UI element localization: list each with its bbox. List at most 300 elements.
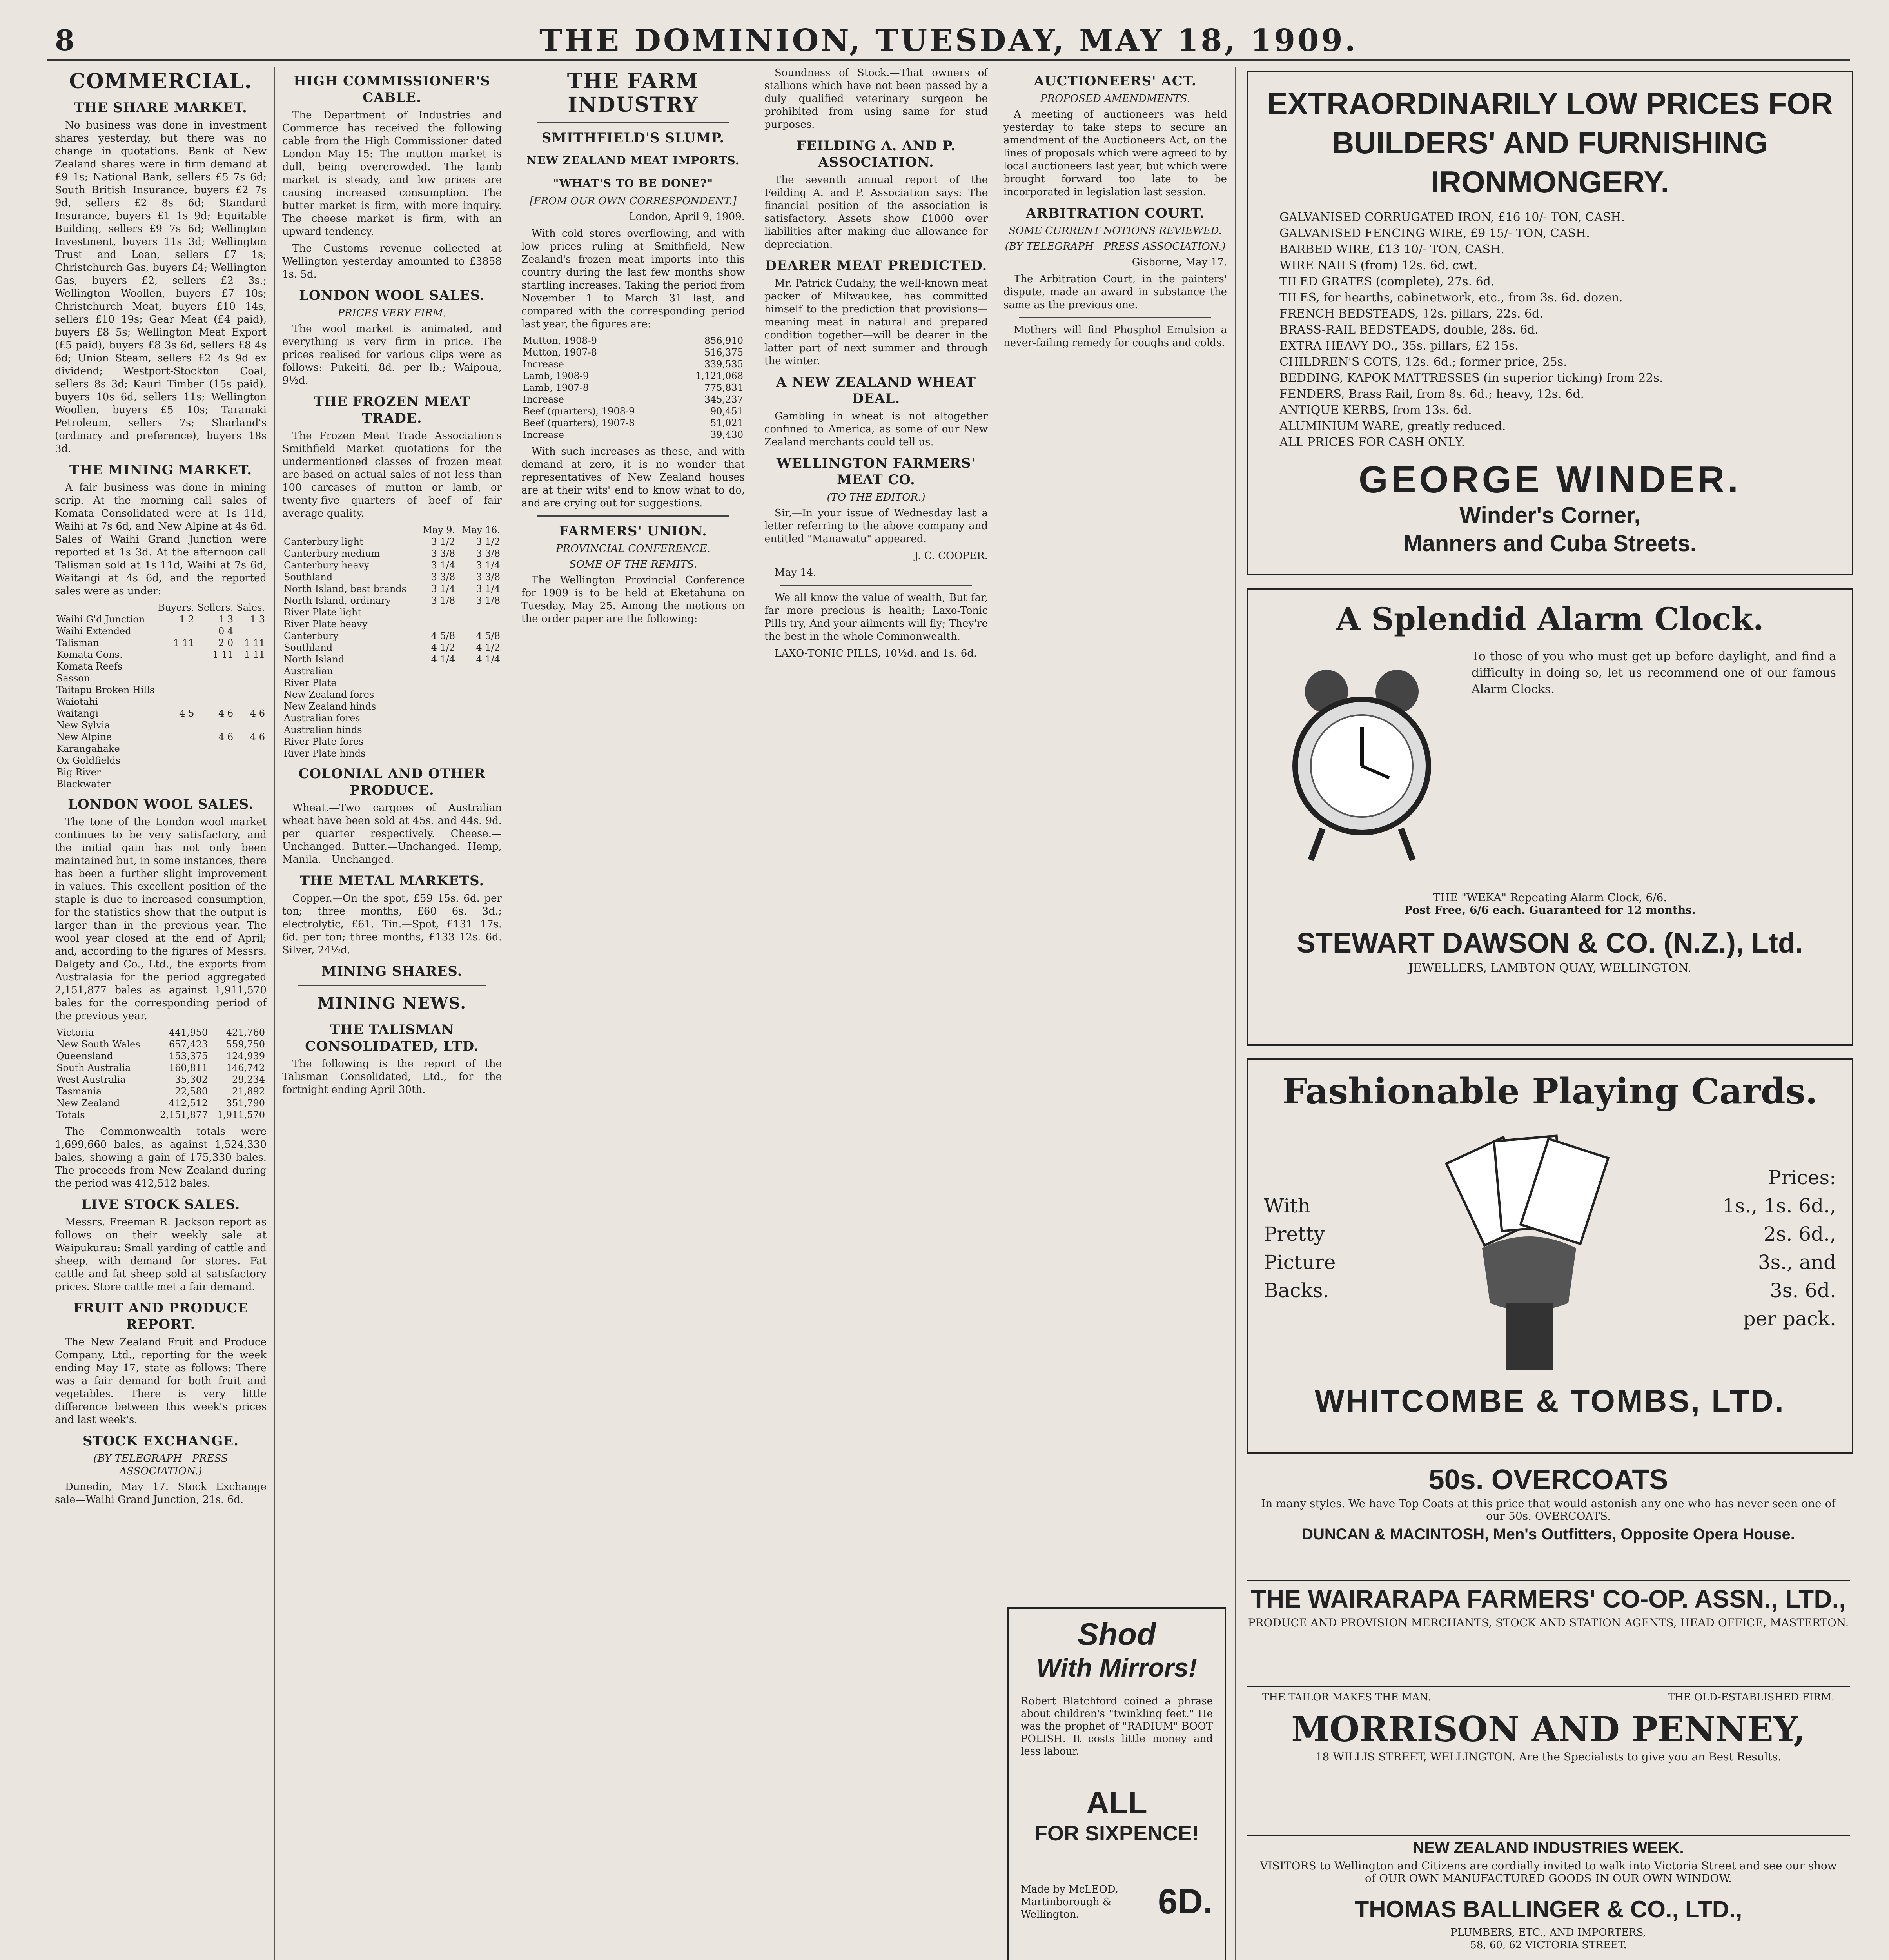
article-text: Wheat.—Two cargoes of Australian wheat have been sold at 45s. and 44s. 9d. per quarter respectively. Cheese.—Unchanged. Butter.—Unchanged. Hemp, Manila.—Unchanged. bbox=[282, 802, 502, 866]
article-heading: A NEW ZEALAND WHEAT DEAL. bbox=[776, 374, 976, 407]
section-heading: COMMERCIAL. bbox=[69, 69, 252, 93]
article-subheading: (BY TELEGRAPH—PRESS ASSOCIATION.) bbox=[1005, 241, 1226, 252]
table-cell: 2,151,877 bbox=[160, 1109, 208, 1120]
table-cell: 345,237 bbox=[704, 394, 743, 405]
table-cell bbox=[156, 778, 196, 790]
article-text: Soundness of Stock.—That owners of stallions which have not been passed by a duly qualified veterinary surgeon be prohibited from using same for stud purposes. bbox=[764, 67, 988, 131]
table-cell: 657,423 bbox=[169, 1039, 208, 1050]
table-cell: Increase bbox=[523, 359, 564, 370]
table-cell bbox=[196, 743, 235, 755]
article-subheading: PROVINCIAL CONFERENCE. bbox=[556, 543, 710, 555]
table-cell bbox=[196, 719, 235, 731]
table-cell bbox=[156, 684, 196, 696]
article-heading: THE FARM INDUSTRY bbox=[567, 69, 699, 117]
article-text: No business was done in investment shares yesterday, but there was no change in quotations. Bank of New Zealand shares were in firm demand at £9 1s; National Bank, sellers £5 7s 6d; South British Insurance, buyers £2 7s 9d, sellers £2 8s 6d; Standard Insurance, buyers £1 1s 9d; Equitable Building, sellers £9 7s 6d; Wellington Investment, buyers 11s 3d; Wellington Trust and Loan, sellers £7 1s; Christchurch Gas, buyers £4; Wellington Gas, buyers £2, sellers £2 3s.; Wellington Woollen, buyers £7 10s; Christchurch Meat, buyers £10 14s, sellers £10 19s; Gear Meat (£4 paid), buyers £8 5s; Wellington Meat Export (£5 paid), buyers £8 3s 6d, sellers £8 4s 6d; Union Steam, sellers £2 4s 9d ex dividend; Westport-Stockton Coal, sellers 8s 3d; Kauri Timber (15s paid), buyers 10s 6d, sellers 11s; Wellington Woollen, buyers £5 10s; Taranaki Petroleum, sellers 7s; Sharland's (ordinary and preference), buyers 18s 3d. bbox=[55, 120, 267, 455]
advert-line: BEDDING, KAPOK MATTRESSES (in superior ticking) from 22s. bbox=[1279, 371, 1663, 385]
table-cell: 3 1/4 bbox=[431, 583, 455, 594]
advert-line: ANTIQUE KERBS, from 13s. 6d. bbox=[1279, 403, 1472, 417]
advert-name: GEORGE WINDER. bbox=[1358, 459, 1742, 501]
table-cell bbox=[235, 672, 267, 684]
table-row bbox=[55, 1027, 267, 1038]
table-header-cell bbox=[282, 524, 418, 536]
advert-left-text bbox=[1264, 1192, 1336, 1305]
advert-right-text bbox=[1722, 1163, 1836, 1333]
table-cell bbox=[457, 736, 502, 748]
table-cell bbox=[156, 625, 196, 637]
table-cell: Tasmania bbox=[56, 1086, 102, 1097]
table-cell bbox=[235, 696, 267, 708]
overcoats-advert bbox=[1247, 1462, 1850, 1572]
table-cell: 3 1/4 bbox=[476, 560, 500, 571]
article-subheading: NEW ZEALAND MEAT IMPORTS. bbox=[526, 154, 740, 167]
article-heading: MINING SHARES. bbox=[321, 964, 463, 979]
article-heading: STOCK EXCHANGE. bbox=[82, 1433, 239, 1449]
table-cell bbox=[156, 743, 196, 755]
table-cell bbox=[156, 766, 196, 778]
table-cell: Sasson bbox=[56, 673, 90, 684]
hand-holding-cards-icon bbox=[1392, 1115, 1666, 1381]
table-row bbox=[282, 630, 502, 642]
table-cell: Waihi G'd Junction bbox=[56, 614, 145, 625]
advert-text: Post Free, 6/6 each. Guaranteed for 12 months. bbox=[1404, 904, 1696, 916]
table-row bbox=[55, 625, 267, 637]
article-heading: LONDON WOOL SALES. bbox=[68, 797, 254, 812]
article-subheading: PROPOSED AMENDMENTS. bbox=[1040, 93, 1190, 105]
table-cell: Canterbury light bbox=[284, 536, 363, 547]
column-markets bbox=[282, 67, 502, 1960]
table-cell: New Zealand bbox=[56, 1098, 120, 1109]
advert-title: With Mirrors! bbox=[1036, 1653, 1198, 1682]
table-cell: Big River bbox=[56, 767, 101, 778]
table-cell: 1,121,068 bbox=[695, 370, 743, 381]
table-row bbox=[282, 677, 502, 689]
table-cell: Totals bbox=[56, 1109, 85, 1120]
advert-line: WIRE NAILS (from) 12s. 6d. cwt. bbox=[1279, 259, 1478, 272]
table-cell: 4 1/2 bbox=[431, 642, 455, 653]
table-cell: 1,911,570 bbox=[217, 1109, 265, 1120]
table-cell: Karangahake bbox=[56, 743, 120, 754]
divider bbox=[1019, 317, 1211, 318]
table-cell: River Plate hinds bbox=[284, 748, 366, 759]
table-cell: Southland bbox=[284, 642, 333, 653]
table-row bbox=[55, 649, 267, 661]
advert-line: TILES, for hearths, cabinetwork, etc., from 3s. 6d. dozen. bbox=[1279, 291, 1623, 305]
table-header-cell bbox=[55, 602, 156, 613]
advert-title: 50s. OVERCOATS bbox=[1428, 1464, 1668, 1495]
table-cell: 1 11 bbox=[173, 637, 194, 648]
advert-name: THOMAS BALLINGER & CO., LTD., bbox=[1354, 1896, 1742, 1922]
table-cell bbox=[196, 755, 235, 766]
table-cell bbox=[457, 712, 502, 724]
table-cell: 90,451 bbox=[710, 406, 743, 417]
table-row bbox=[282, 748, 502, 759]
table-cell: Canterbury bbox=[284, 630, 339, 641]
advert-line: per pack. bbox=[1743, 1307, 1836, 1330]
table-cell: Waihi Extended bbox=[56, 626, 131, 637]
article-text: With cold stores overflowing, and with low prices ruling at Smithfield, New Zealand's frozen meat imports into this country during the last few months show startling increases. Taking the period from November 1 to March 31 last, and compared with the corresponding period last year, the figures are: bbox=[521, 228, 745, 330]
table-row bbox=[55, 731, 267, 743]
advert-title: FOR SIXPENCE! bbox=[1034, 1822, 1199, 1845]
table-cell: 3 3/8 bbox=[431, 572, 455, 583]
table-cell: Queensland bbox=[56, 1051, 113, 1062]
advert-text: Winder's Corner, bbox=[1459, 503, 1640, 528]
table-cell: 3 1/8 bbox=[431, 595, 455, 606]
table-header-cell: Sellers. bbox=[197, 602, 234, 613]
table-cell: New Zealand fores bbox=[284, 689, 374, 700]
table-cell: 146,742 bbox=[226, 1062, 265, 1073]
advert-text: Made by McLEOD, Martinborough & Wellington. bbox=[1021, 1883, 1118, 1920]
column-rule bbox=[1235, 67, 1236, 1960]
article-heading: THE FROZEN MEAT TRADE. bbox=[314, 394, 470, 426]
alarm-clock-advert bbox=[1247, 588, 1853, 1046]
table-cell: River Plate bbox=[284, 677, 337, 688]
table-cell: 1 2 bbox=[179, 614, 194, 625]
article-heading: THE METAL MARKETS. bbox=[299, 873, 484, 889]
table-cell: 516,375 bbox=[704, 347, 743, 358]
table-cell bbox=[156, 672, 196, 684]
ironmongery-advert bbox=[1247, 71, 1853, 575]
advert-line: BARBED WIRE, £13 10/- TON, CASH. bbox=[1279, 243, 1504, 256]
table-cell: Australian bbox=[284, 666, 333, 677]
advert-title: NEW ZEALAND INDUSTRIES WEEK. bbox=[1413, 1839, 1684, 1857]
table-cell: 4 5 bbox=[179, 708, 194, 719]
table-row bbox=[521, 417, 745, 429]
advert-title: Shod bbox=[1078, 1617, 1156, 1651]
advert-text: In many styles. We have Top Coats at this price that would astonish any one who has never seen one of our 50s. OVERCOATS. bbox=[1261, 1497, 1836, 1523]
article-heading: FRUIT AND PRODUCE REPORT. bbox=[73, 1300, 249, 1332]
table-cell: Canterbury heavy bbox=[284, 560, 370, 571]
table-row bbox=[521, 335, 745, 347]
table-cell: Komata Reefs bbox=[56, 661, 123, 672]
table-row bbox=[55, 1109, 267, 1121]
table-cell: 29,234 bbox=[232, 1074, 265, 1085]
article-heading: ARBITRATION COURT. bbox=[1026, 205, 1205, 221]
table-cell bbox=[457, 606, 502, 618]
advert-title: Fashionable Playing Cards. bbox=[1282, 1071, 1818, 1112]
table-cell: 351,790 bbox=[226, 1098, 265, 1109]
table-cell bbox=[457, 618, 502, 630]
table-row bbox=[55, 1097, 267, 1109]
table-cell: Australian hinds bbox=[284, 724, 362, 735]
article-heading: THE SHARE MARKET. bbox=[74, 100, 247, 116]
advert-text: PLUMBERS, ETC., AND IMPORTERS, bbox=[1450, 1927, 1646, 1938]
table-cell: North Island, best brands bbox=[284, 583, 406, 594]
article-text: Sir,—In your issue of Wednesday last a letter referring to the above company and entitled "Manawatu" appeared. bbox=[764, 507, 988, 545]
table-row bbox=[55, 613, 267, 625]
wairarapa-advert bbox=[1247, 1580, 1850, 1679]
advert-name: WHITCOMBE & TOMBS, LTD. bbox=[1314, 1383, 1786, 1418]
table-cell: Blackwater bbox=[56, 779, 111, 789]
article-heading: DEARER MEAT PREDICTED. bbox=[765, 258, 987, 274]
table-cell bbox=[418, 712, 457, 724]
advert-title: THE WAIRARAPA FARMERS' CO-OP. ASSN., LTD., bbox=[1250, 1585, 1846, 1613]
table-cell bbox=[156, 649, 196, 661]
article-subheading: [FROM OUR OWN CORRESPONDENT.] bbox=[530, 195, 737, 207]
article-subheading: SOME OF THE REMITS. bbox=[569, 559, 697, 570]
table-cell: Taitapu Broken Hills bbox=[56, 684, 155, 695]
column-farm-industry bbox=[521, 67, 745, 1960]
table-cell bbox=[457, 701, 502, 712]
table-row bbox=[55, 637, 267, 649]
table-row bbox=[55, 766, 267, 778]
table-row bbox=[55, 1085, 267, 1097]
table-row bbox=[55, 672, 267, 684]
table-cell: 775,831 bbox=[704, 382, 743, 393]
table-cell: 3 1/2 bbox=[476, 536, 500, 547]
article-subheading: SMITHFIELD'S SLUMP. bbox=[541, 130, 725, 146]
table-cell bbox=[457, 665, 502, 677]
table-cell bbox=[418, 748, 457, 759]
table-cell: 21,892 bbox=[232, 1086, 265, 1097]
table-cell: 1 3 bbox=[218, 614, 234, 625]
table-cell bbox=[196, 661, 235, 672]
table-cell bbox=[235, 778, 267, 790]
article-text: Dunedin, May 17. Stock Exchange sale—Waihi Grand Junction, 21s. 6d. bbox=[55, 1481, 267, 1506]
table-cell: Lamb, 1908-9 bbox=[523, 370, 589, 381]
table-cell bbox=[418, 677, 457, 689]
table-row bbox=[282, 583, 502, 595]
column-rule bbox=[274, 67, 275, 1960]
table-cell: 153,375 bbox=[169, 1051, 208, 1062]
advert-line: Prices: bbox=[1768, 1166, 1836, 1189]
table-cell: 1 3 bbox=[250, 614, 265, 625]
table-cell: 1 11 bbox=[212, 649, 234, 660]
table-row bbox=[55, 778, 267, 790]
table-cell bbox=[156, 719, 196, 731]
dateline: Gisborne, May 17. bbox=[1132, 256, 1227, 268]
advert-line: GALVANISED CORRUGATED IRON, £16 10/- TON, CASH. bbox=[1279, 211, 1625, 224]
table-cell bbox=[457, 689, 502, 701]
article-text: The Frozen Meat Trade Association's Smithfield Market quotations for the undermentioned classes of frozen meat are based on actual sales of not less than 100 carcases of mutton or lamb, or twenty-five quarters of beef of fair average quality. bbox=[282, 430, 502, 519]
table-cell: 4 1/2 bbox=[476, 642, 500, 653]
table-cell bbox=[235, 719, 267, 731]
article-text: The tone of the London wool market continues to be very satisfactory, and the initial gain has not only been maintained but, in some instances, there has been a further slight improvement in values. This excellent position of the staple is due to increased consumption, for the statistics show that the output is larger than in the previous year. The wool year closed at the end of April; and, according to the figures of Messrs. Dalgety and Co., Ltd., the exports from Australasia for the period aggregated 2,151,877 bales as against 1,911,570 bales for the corresponding period of the previous year. bbox=[55, 816, 267, 1022]
article-subheading: SOME CURRENT NOTIONS REVIEWED. bbox=[1009, 225, 1222, 237]
article-text: The Wellington Provincial Conference for 1909 is to be held at Eketahuna on Tuesday, May 25. Among the motions on the order paper are the following: bbox=[521, 574, 745, 625]
advert-name: STEWART DAWSON & CO. (N.Z.), Ltd. bbox=[1297, 927, 1803, 959]
table-cell: 4 6 bbox=[218, 708, 234, 719]
table-row bbox=[282, 724, 502, 736]
table-cell: 3 3/8 bbox=[476, 572, 500, 583]
article-text: Copper.—On the spot, £59 15s. 6d. per ton; three months, £60 6s. 3d.; electrolytic, £61. Tin.—Spot, £131 17s. 6d. per ton; three months, £133 12s. 6d. Silver, 24½d. bbox=[282, 893, 502, 956]
table-cell bbox=[235, 684, 267, 696]
mining-table bbox=[55, 602, 267, 790]
table-cell: Komata Cons. bbox=[56, 649, 123, 660]
advert-text: PRODUCE AND PROVISION MERCHANTS, STOCK AND STATION AGENTS, HEAD OFFICE, MASTERTON. bbox=[1248, 1616, 1849, 1629]
polish-advert bbox=[1007, 1607, 1226, 1960]
table-row bbox=[282, 701, 502, 712]
table-cell: 3 3/8 bbox=[431, 548, 455, 559]
table-cell bbox=[235, 755, 267, 766]
table-cell: 4 1/4 bbox=[476, 654, 500, 665]
advert-line: GALVANISED FENCING WIRE, £9 15/- TON, CASH. bbox=[1279, 227, 1590, 240]
table-cell: Waiotahi bbox=[56, 696, 98, 707]
table-row bbox=[282, 571, 502, 583]
table-cell: River Plate fores bbox=[284, 736, 364, 747]
advert-line: TILED GRATES (complete), 27s. 6d. bbox=[1279, 275, 1495, 289]
table-cell: Mutton, 1908-9 bbox=[523, 335, 597, 346]
table-cell: 160,811 bbox=[169, 1062, 208, 1073]
table-cell: 421,760 bbox=[226, 1027, 265, 1038]
article-text: The Customs revenue collected at Wellington yesterday amounted to £3858 1s. 5d. bbox=[282, 243, 502, 280]
table-cell bbox=[457, 677, 502, 689]
table-header bbox=[55, 602, 267, 613]
article-subheading: PRICES VERY FIRM. bbox=[338, 307, 446, 319]
advert-title: A Splendid Alarm Clock. bbox=[1336, 601, 1764, 637]
table-cell: 35,302 bbox=[175, 1074, 208, 1085]
table-cell bbox=[418, 618, 457, 630]
article-text: The New Zealand Fruit and Produce Company, Ltd., reporting for the week ending May 17, state as follows: There was a fair demand for both fruit and vegetables. There is very little difference between this week's prices and last week's. bbox=[55, 1336, 267, 1426]
table-cell: Lamb, 1907-8 bbox=[523, 382, 589, 393]
article-text: The Arbitration Court, in the painters' dispute, made an award in substance the same as the previous one. bbox=[1003, 273, 1227, 311]
article-heading: COLONIAL AND OTHER PRODUCE. bbox=[298, 766, 486, 798]
table-row bbox=[521, 405, 745, 417]
meat-imports-table bbox=[521, 335, 745, 441]
advert-title: EXTRAORDINARILY LOW PRICES FOR bbox=[1267, 86, 1833, 121]
table-cell: North Island bbox=[284, 654, 345, 665]
table-cell: New Zealand hinds bbox=[284, 701, 376, 712]
advert-line: Pretty bbox=[1264, 1223, 1325, 1245]
table-cell bbox=[235, 625, 267, 637]
tailor-advert bbox=[1247, 1686, 1850, 1828]
table-cell bbox=[156, 755, 196, 766]
table-cell: Talisman bbox=[56, 637, 99, 648]
table-cell bbox=[196, 696, 235, 708]
frozen-meat-table bbox=[282, 524, 502, 759]
advert-line: 3s. 6d. bbox=[1770, 1279, 1836, 1302]
table-row bbox=[282, 653, 502, 665]
article-text: Messrs. Freeman R. Jackson report as follows on their weekly sale at Waipukurau: Small yarding of cattle and sheep, with demand for stores. Fat cattle and fat sheep sold at satisfactory prices. Store cattle met a fair demand. bbox=[55, 1216, 267, 1293]
table-row bbox=[521, 429, 745, 441]
table-cell bbox=[457, 724, 502, 736]
advert-text: Robert Blatchford coined a phrase about children's "twinkling feet." He was the prophet of "RADIUM" BOOT POLISH. It costs little money and less labour. bbox=[1021, 1695, 1213, 1757]
table-cell bbox=[235, 661, 267, 672]
table-row bbox=[55, 755, 267, 766]
table-cell: Increase bbox=[523, 429, 564, 440]
table-cell: Beef (quarters), 1908-9 bbox=[523, 406, 635, 417]
table-cell: Southland bbox=[284, 572, 333, 583]
article-heading: LIVE STOCK SALES. bbox=[81, 1197, 240, 1212]
table-cell bbox=[418, 736, 457, 748]
table-row bbox=[282, 736, 502, 748]
masthead bbox=[47, 16, 1850, 61]
table-row bbox=[55, 719, 267, 731]
article-text: The wool market is animated, and everything is very firm in price. The prices realised for various clips were as follows: Pukeiti, 8d. per lb.; Waipoua, 9½d. bbox=[282, 323, 502, 387]
advert-text: VISITORS to Wellington and Citizens are cordially invited to walk into Victoria Street and see our show of OUR OWN MANUFACTURED GOODS IN OUR OWN WINDOW. bbox=[1260, 1859, 1837, 1885]
article-heading: LONDON WOOL SALES. bbox=[299, 288, 485, 303]
table-row bbox=[282, 642, 502, 653]
table-row bbox=[521, 394, 745, 405]
advert-line: EXTRA HEAVY DO., 35s. pillars, £2 15s. bbox=[1279, 339, 1519, 353]
table-cell: 3 3/8 bbox=[476, 548, 500, 559]
table-header bbox=[282, 524, 502, 536]
table-row bbox=[282, 606, 502, 618]
article-subheading: (TO THE EDITOR.) bbox=[827, 492, 925, 503]
table-cell bbox=[156, 731, 196, 743]
table-cell: New Alpine bbox=[56, 731, 112, 742]
table-row bbox=[55, 1050, 267, 1062]
table-row bbox=[521, 370, 745, 382]
table-cell: Australian fores bbox=[284, 713, 360, 724]
table-row bbox=[521, 358, 745, 370]
table-cell: 3 1/8 bbox=[476, 595, 500, 606]
table-header-cell: Sales. bbox=[236, 602, 265, 613]
advert-name: MORRISON AND PENNEY, bbox=[1291, 1709, 1806, 1749]
table-row bbox=[282, 595, 502, 606]
industries-advert bbox=[1247, 1835, 1850, 1960]
table-row bbox=[282, 618, 502, 630]
article-text: A meeting of auctioneers was held yesterday to take steps to secure an amendment of the Auctioneers Act, on the lines of proposals which were agreed to by local auctioneers last year, but which were brought forward too late to be incorporated in legislation last session. bbox=[1003, 109, 1227, 198]
advert-line: FRENCH BEDSTEADS, 12s. pillars, 22s. 6d. bbox=[1279, 307, 1543, 321]
article-heading: THE TALISMAN CONSOLIDATED, LTD. bbox=[305, 1022, 479, 1054]
table-cell: 3 1/2 bbox=[431, 536, 455, 547]
table-cell: 412,512 bbox=[169, 1098, 208, 1109]
table-row bbox=[55, 708, 267, 719]
article-text: Gambling in wheat is not altogether confined to America, as some of our New Zealand merchants could tell us. bbox=[764, 410, 988, 448]
column-news bbox=[764, 67, 988, 1960]
table-cell bbox=[196, 766, 235, 778]
price-list bbox=[1248, 201, 1852, 458]
table-cell: 339,535 bbox=[704, 359, 743, 370]
advert-title: BUILDERS' AND FURNISHING IRONMONGERY. bbox=[1332, 125, 1768, 199]
article-text: A fair business was done in mining scrip. At the morning call sales of Komata Consolidated were at 1s 11d, Waihi at 7s 6d, and New Alpine at 4s 6d. Sales of Waihi Grand Junction were reported at 1s 3d. At the afternoon call Talisman sold at 1s 11d, Waihi at 7s 6d, Waitangi at 4s 6d, and the reported sales were as under: bbox=[55, 482, 267, 597]
table-row bbox=[55, 661, 267, 672]
advert-line: 2s. 6d., bbox=[1764, 1223, 1836, 1245]
article-heading: FEILDING A. AND P. ASSOCIATION. bbox=[797, 138, 956, 170]
article-subheading: (BY TELEGRAPH—PRESS ASSOCIATION.) bbox=[93, 1453, 228, 1477]
page-number: 8 bbox=[55, 24, 75, 57]
article-heading: HIGH COMMISSIONER'S CABLE. bbox=[294, 73, 490, 105]
table-cell: Ox Goldfields bbox=[56, 755, 121, 766]
table-cell: Canterbury medium bbox=[284, 548, 380, 559]
table-cell: 22,580 bbox=[175, 1086, 208, 1097]
article-text: The following is the report of the Talisman Consolidated, Ltd., for the fortnight ending April 30th. bbox=[282, 1058, 502, 1096]
table-row bbox=[55, 1038, 267, 1050]
playing-cards-advert bbox=[1247, 1058, 1853, 1454]
table-cell bbox=[156, 661, 196, 672]
table-cell: 559,750 bbox=[226, 1039, 265, 1050]
table-cell: 3 1/4 bbox=[431, 560, 455, 571]
table-cell bbox=[156, 696, 196, 708]
dateline: London, April 9, 1909. bbox=[629, 211, 745, 223]
table-row bbox=[282, 536, 502, 548]
advert-name: DUNCAN & MACINTOSH, Men's Outfitters, Opposite Opera House. bbox=[1302, 1526, 1795, 1543]
advert-text: To those of you who must get up before daylight, and find a difficulty in doing so, let us recommend one of our famous Alarm Clocks. bbox=[1472, 650, 1836, 696]
divider bbox=[780, 585, 972, 586]
advert-line: ALL PRICES FOR CASH ONLY. bbox=[1279, 436, 1465, 449]
table-cell: 856,910 bbox=[704, 335, 743, 346]
advert-text: 18 WILLIS STREET, WELLINGTON. Are the Specialists to give you an Best Results. bbox=[1315, 1750, 1782, 1763]
table-cell: Increase bbox=[523, 394, 564, 405]
divider bbox=[537, 515, 729, 517]
article-text: The Commonwealth totals were 1,699,660 bales, as against 1,524,330 bales, showing a gain of 175,330 bales. The proceeds from New Zealand during the period was 412,512 bales. bbox=[55, 1126, 267, 1189]
table-cell: 39,430 bbox=[710, 429, 743, 440]
table-header-cell: Buyers. bbox=[158, 602, 194, 613]
table-row bbox=[521, 347, 745, 358]
table-cell bbox=[418, 689, 457, 701]
table-cell: 1 11 bbox=[244, 637, 265, 648]
advert-title: ALL bbox=[1086, 1785, 1147, 1820]
advert-text: THE OLD-ESTABLISHED FIRM. bbox=[1668, 1691, 1835, 1703]
table-cell bbox=[418, 701, 457, 712]
table-cell: 4 5/8 bbox=[431, 630, 455, 641]
table-row bbox=[55, 684, 267, 696]
table-cell: Waitangi bbox=[56, 708, 99, 719]
table-cell: South Australia bbox=[56, 1062, 131, 1073]
table-cell: 124,939 bbox=[226, 1051, 265, 1062]
table-row bbox=[282, 712, 502, 724]
table-cell: Beef (quarters), 1907-8 bbox=[523, 417, 635, 428]
